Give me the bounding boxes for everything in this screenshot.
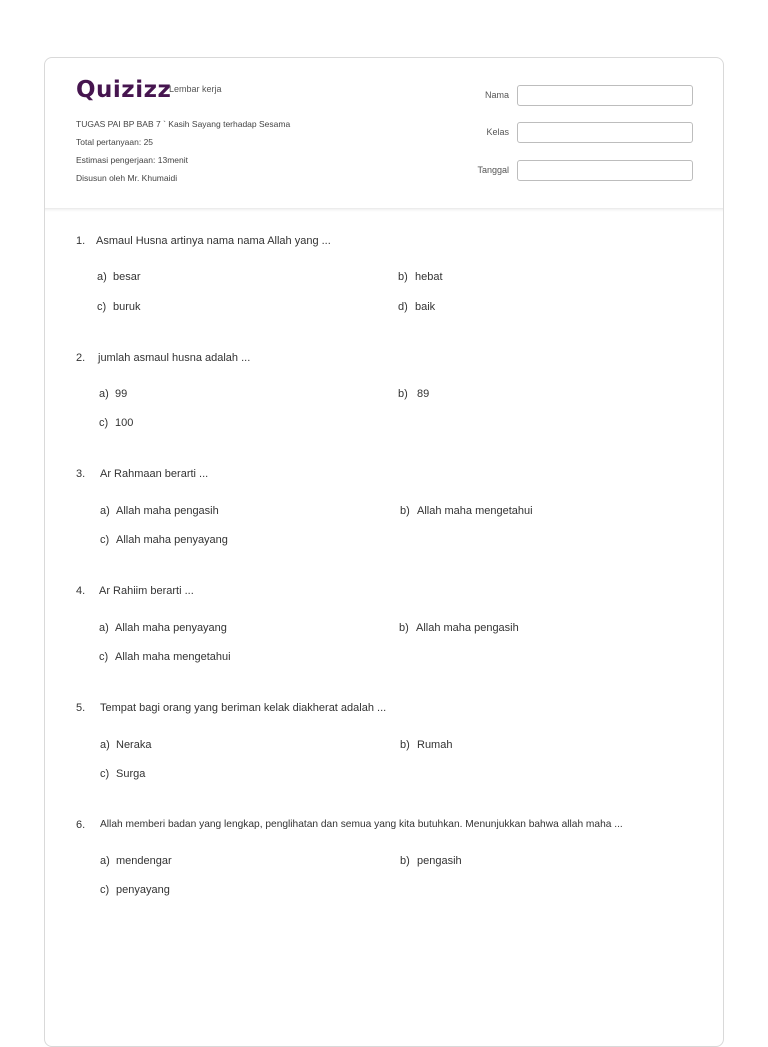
option-text: Allah maha pengasih — [416, 622, 519, 634]
option-text: penyayang — [116, 884, 170, 896]
question-number: 4. — [76, 585, 86, 597]
option-letter: b) — [400, 855, 410, 867]
option-text: 99 — [115, 388, 128, 400]
option-text: 89 — [417, 388, 430, 400]
question-text: jumlah asmaul husna adalah ... — [98, 352, 251, 364]
question-text: Asmaul Husna artinya nama nama Allah yang ... — [96, 235, 331, 247]
option-text: Allah maha mengetahui — [115, 651, 231, 663]
option-letter: a) — [100, 505, 110, 517]
option-text: baik — [415, 301, 436, 313]
quizizz-logo: Quizizz — [76, 77, 172, 103]
class-label: Kelas — [486, 127, 509, 137]
option-text: besar — [113, 271, 141, 283]
worksheet-page — [44, 57, 724, 1047]
option-text: Allah maha mengetahui — [417, 505, 533, 517]
name-label: Nama — [484, 90, 509, 100]
option-text: Rumah — [417, 739, 453, 751]
time-estimate: Estimasi pengerjaan: 13menit — [76, 155, 188, 165]
question-text: Ar Rahmaan berarti ... — [100, 468, 209, 480]
option-letter: a) — [100, 739, 110, 751]
option-text: mendengar — [116, 855, 172, 867]
option-text: Allah maha penyayang — [116, 534, 228, 546]
option-letter: c) — [100, 534, 110, 546]
option-letter: a) — [97, 271, 107, 283]
sheet-type-label: Lembar kerja — [169, 84, 222, 94]
option-text: Neraka — [116, 739, 152, 751]
option-letter: d) — [398, 301, 408, 313]
option-letter: c) — [97, 301, 107, 313]
class-field[interactable] — [517, 122, 693, 143]
question-number: 3. — [76, 468, 86, 480]
author-line: Disusun oleh Mr. Khumaidi — [76, 173, 178, 183]
option-text: pengasih — [417, 855, 462, 867]
question-text: Ar Rahiim berarti ... — [99, 585, 194, 597]
option-letter: b) — [398, 388, 408, 400]
option-text: 100 — [115, 417, 134, 429]
option-text: Allah maha penyayang — [115, 622, 227, 634]
question-number: 2. — [76, 352, 86, 364]
option-letter: c) — [100, 768, 110, 780]
question-text: Tempat bagi orang yang beriman kelak diakherat adalah ... — [100, 702, 387, 714]
worksheet-header — [45, 58, 723, 209]
option-letter: a) — [100, 855, 110, 867]
option-text: hebat — [415, 271, 443, 283]
option-letter: c) — [100, 884, 110, 896]
option-letter: c) — [99, 651, 109, 663]
date-field[interactable] — [517, 160, 693, 181]
option-letter: a) — [99, 622, 109, 634]
question-number: 5. — [76, 702, 86, 714]
question-text: Allah memberi badan yang lengkap, penglihatan dan semua yang kita butuhkan. Menunjukkan bahwa allah maha ... — [100, 819, 623, 830]
option-letter: b) — [399, 622, 409, 634]
option-text: Surga — [116, 768, 146, 780]
date-label: Tanggal — [477, 165, 509, 175]
option-letter: c) — [99, 417, 109, 429]
option-letter: b) — [398, 271, 408, 283]
worksheet-title: TUGAS PAI BP BAB 7 ` Kasih Sayang terhadap Sesama — [76, 119, 291, 129]
option-letter: a) — [99, 388, 109, 400]
question-number: 6. — [76, 819, 86, 831]
option-text: buruk — [113, 301, 141, 313]
option-text: Allah maha pengasih — [116, 505, 219, 517]
question-number: 1. — [76, 235, 86, 247]
name-field[interactable] — [517, 85, 693, 106]
option-letter: b) — [400, 739, 410, 751]
total-questions: Total pertanyaan: 25 — [76, 137, 154, 147]
option-letter: b) — [400, 505, 410, 517]
header-divider — [45, 208, 723, 212]
